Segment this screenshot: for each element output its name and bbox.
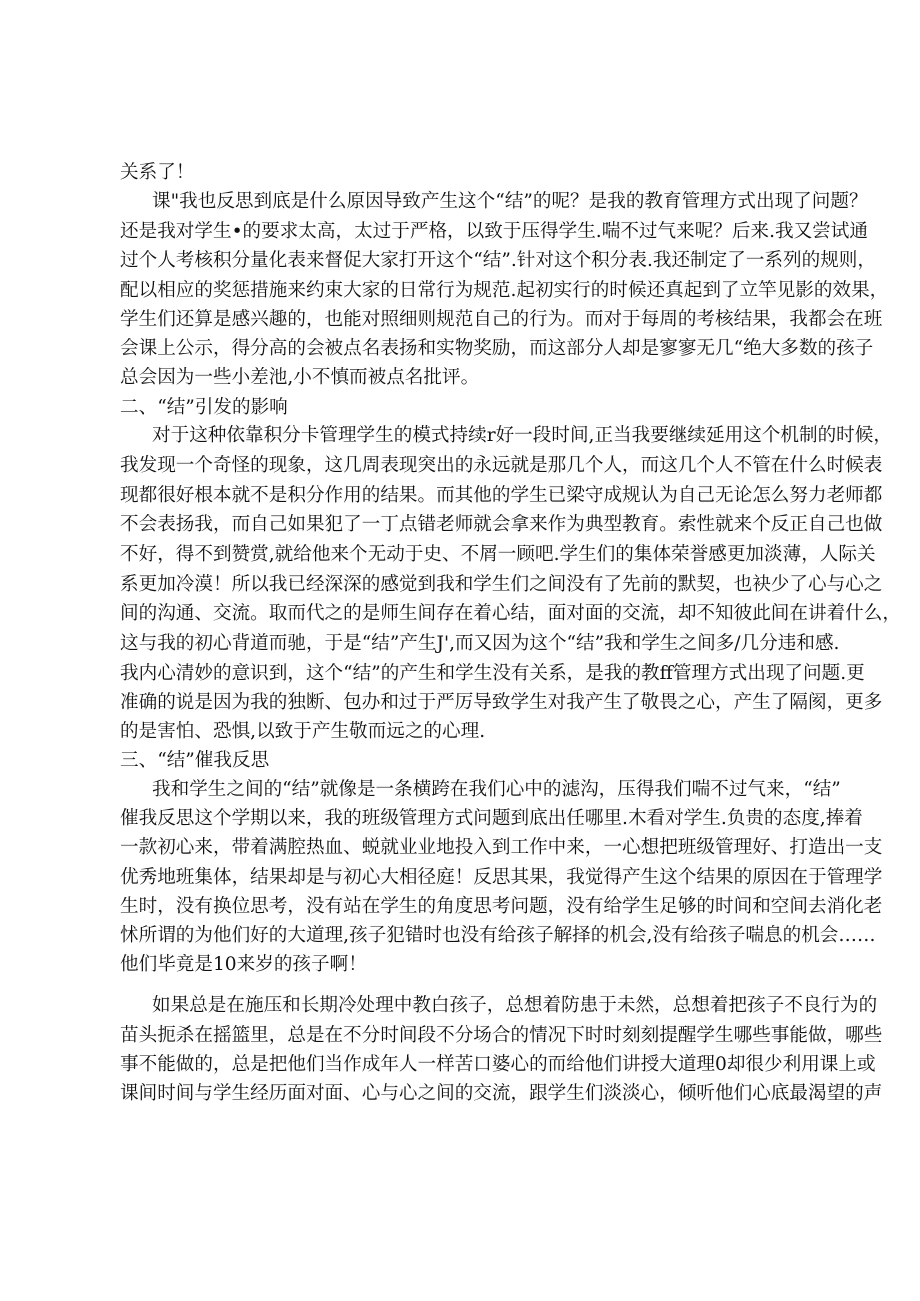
text-line: 总会因为一些小差池,小不慎而被点名批评。	[120, 367, 480, 388]
paragraph-line: 我和学生之间的“结”就像是一条横跨在我们心中的滤沟，压得我们喘不过气来，“结”	[152, 779, 841, 800]
text-line: 现都很好根本就不是积分作用的结果。而其他的学生已梁守成规认为自己无论怎么努力老师都	[120, 485, 883, 506]
text-line: 过个人考核积分量化表来督促大家打开这个“结”.针对这个积分表.我还制定了一系列的规则，	[120, 250, 876, 271]
text-line: 不会表扬我，而自己如果犯了一丁点错老师就会拿来作为典型教育。索性就来个反正自己也做	[120, 514, 883, 535]
text-line: 优秀地班集体，结果却是与初心大相径庭！反思其果，我觉得产生这个结果的原因在于管理学	[120, 867, 883, 888]
text-line: 系更加冷漠！所以我已经深深的感觉到我和学生们之间没有了先前的默契，也袂少了心与心之	[120, 574, 883, 595]
text-line: 苗头扼杀在摇篮里，总是在不分时间段不分场合的情况下时时刻刻提醒学生哪些事能做，哪些	[120, 1025, 883, 1046]
paragraph-line: 对于这种依靠积分卡管理学生的模式持续r好一段时间,正当我要继续延用这个机制的时候，	[152, 425, 892, 446]
text-line: 配以相应的奖惩措施来约束大家的日常行为规范.起初实行的时候还真起到了立竿见影的效果，	[120, 280, 889, 301]
text-line: 事不能做的，总是把他们当作成年人一样苦口婆心的而给他们讲授大道理0却很少利用课上或	[120, 1054, 876, 1075]
text-line: 一款初心来，带着满腔热血、蜕就业业地投入到工作中来，一心想把班级管理好、打造出一支	[120, 837, 883, 858]
paragraph-line: 如果总是在施压和长期冷处理中教白孩子，总想着防患于未然，总想着把孩子不良行为的	[152, 995, 878, 1016]
text-line: 会课上公示，得分高的会被点名表扬和实物奖励，而这部分人却是寥寥无几“绝大多数的孩子	[120, 338, 874, 359]
text-line: 催我反思这个学期以来，我的班级管理方式问题到底出任哪里.木看对学生.负贵的态度,捧着	[120, 808, 863, 829]
text-line: 准确的说是因为我的独断、包办和过于严厉导致学生对我产生了敬畏之心，产生了隔阂，更多	[120, 692, 883, 713]
text-line: 还是我对学生•的要求太高，太过于严格，以致于压得学生.喘不过气来呢？后来.我又尝试通	[120, 221, 868, 242]
section-heading: 二、“结”引发的影响	[120, 397, 288, 418]
text-line: 不好，得不到赞赏,就给他来个无动于史、不屑一顾吧.学生们的集体荣誉感更加淡薄，人际关	[120, 544, 876, 565]
text-line: 我内心清妙的意识到，这个“结”的产生和学生没有关系，是我的教ff管理方式出现了问题.更	[120, 663, 865, 684]
text-line: 我发现一个奇怪的现象，这几周表现突出的永远就是那几个人，而这几个人不管在什么时候表	[120, 455, 883, 476]
text-line: 这与我的初心背道而驰，于是“结”产生J',而又因为这个“结”我和学生之间多/几分违和感.	[120, 633, 840, 654]
text-line: 关系了！	[120, 162, 195, 183]
text-line: 怵所谓的为他们好的大道理,孩子犯错时也没有给孩子解择的机会,没有给孩子喘息的机会……	[120, 925, 876, 946]
text-line: 的是害怕、恐惧,以致于产生敬而远之的心理.	[120, 721, 486, 742]
text-line: 学生们还算是感兴趣的，也能对照细则规范自己的行为。而对于每周的考核结果，我都会在班	[120, 309, 883, 330]
section-heading: 三、“结”催我反思	[120, 750, 270, 771]
text-line: 课间时间与学生经历面对面、心与心之间的交流，跟学生们淡淡心，倾听他们心底最渴望的声	[120, 1083, 883, 1104]
paragraph-line: 课"我也反思到底是什么原因导致产生这个“结”的呢？是我的教育管理方式出现了问题？	[152, 191, 868, 212]
text-line: 他们毕竟是10来岁的孩子啊！	[120, 954, 367, 975]
text-line: 生时，没有换位思考，没有站在学生的角度思考问题，没有给学生足够的时间和空间去消化老	[120, 896, 883, 917]
text-line: 间的沟通、交流。取而代之的是师生间存在着心结，面对面的交流，却不知彼此间在讲着什么，	[120, 603, 901, 624]
